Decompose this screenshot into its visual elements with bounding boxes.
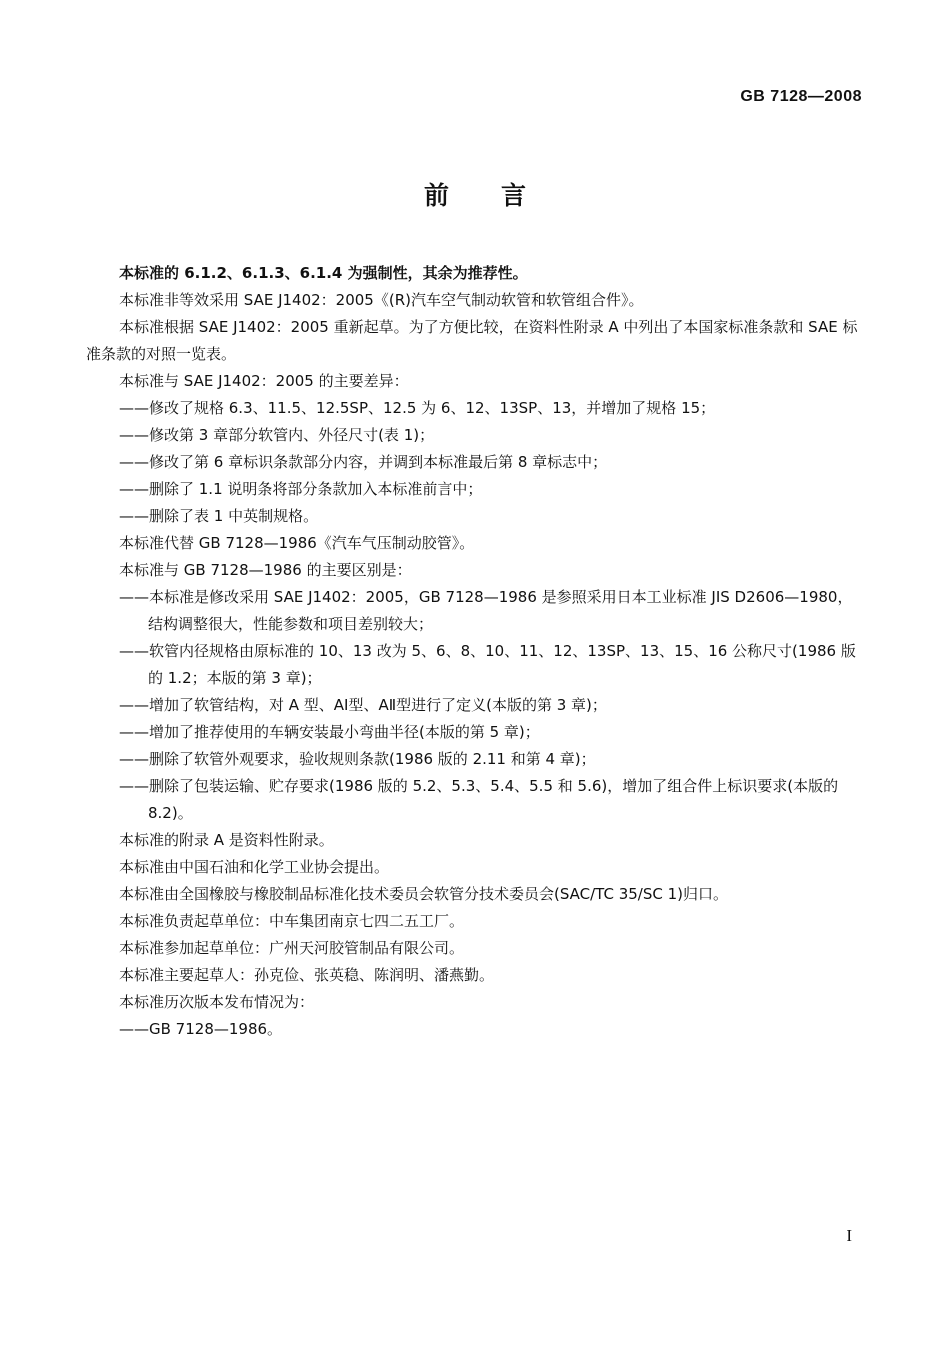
paragraph-mandatory-clauses: 本标准的 6.1.2、6.1.3、6.1.4 为强制性，其余为推荐性。 — [119, 264, 528, 282]
paragraph-adoption: 本标准非等效采用 SAE J1402：2005《(R)汽车空气制动软管和软管组合件》。 — [119, 291, 644, 309]
standard-number: GB 7128—2008 — [740, 88, 862, 105]
list-item: ——本标准是修改采用 SAE J1402：2005，GB 7128—1986 是参照采用日本工业标准 JIS D2606—1980，结构调整很大，性能参数和项目差别较大； — [119, 588, 853, 633]
paragraph-proposed-by: 本标准由中国石油和化学工业协会提出。 — [119, 858, 390, 876]
list-item: ——增加了软管结构，对 A 型、AⅠ型、AⅡ型进行了定义(本版的第 3 章)； — [119, 696, 607, 714]
paragraph-drafting-unit: 本标准负责起草单位：中车集团南京七四二五工厂。 — [119, 912, 465, 930]
list-item: ——删除了软管外观要求，验收规则条款(1986 版的 2.11 和第 4 章)； — [119, 750, 596, 768]
list-item: ——GB 7128—1986。 — [119, 1020, 283, 1038]
paragraph-replaces: 本标准代替 GB 7128—1986《汽车气压制动胶管》。 — [119, 534, 475, 552]
foreword-body — [86, 260, 864, 1043]
paragraph-participating-unit: 本标准参加起草单位：广州天河胶管制品有限公司。 — [119, 939, 465, 957]
list-item: ——删除了表 1 中英制规格。 — [119, 507, 319, 525]
paragraph-history-intro: 本标准历次版本发布情况为： — [119, 993, 315, 1011]
page-title: 前言 — [423, 181, 578, 210]
list-item: ——删除了包装运输、贮存要求(1986 版的 5.2、5.3、5.4、5.5 和 5.6)，增加了组合件上标识要求(本版的 8.2)。 — [119, 777, 839, 822]
paragraph-annex: 本标准的附录 A 是资料性附录。 — [119, 831, 334, 849]
paragraph-drafters: 本标准主要起草人：孙克俭、张英稳、陈润明、潘燕勤。 — [119, 966, 495, 984]
list-item: ——删除了 1.1 说明条将部分条款加入本标准前言中； — [119, 480, 483, 498]
list-item: ——增加了推荐使用的车辆安装最小弯曲半径(本版的第 5 章)； — [119, 723, 540, 741]
paragraph-changes-intro: 本标准与 GB 7128—1986 的主要区别是： — [119, 561, 412, 579]
list-item: ——软管内径规格由原标准的 10、13 改为 5、6、8、10、11、12、13SP、13、15、16 公称尺寸(1986 版的 1.2；本版的第 3 章)； — [119, 642, 856, 687]
list-item: ——修改第 3 章部分软管内、外径尺寸(表 1)； — [119, 426, 435, 444]
page-number: I — [846, 1226, 852, 1245]
paragraph-under-jurisdiction: 本标准由全国橡胶与橡胶制品标准化技术委员会软管分技术委员会(SAC/TC 35/SC 1)归口。 — [119, 885, 729, 903]
list-item: ——修改了规格 6.3、11.5、12.5SP、12.5 为 6、12、13SP、13，并增加了规格 15； — [119, 399, 716, 417]
list-item: ——修改了第 6 章标识条款部分内容，并调到本标准最后第 8 章标志中； — [119, 453, 608, 471]
paragraph-differences-intro: 本标准与 SAE J1402：2005 的主要差异： — [119, 372, 409, 390]
paragraph-redrafting: 本标准根据 SAE J1402：2005 重新起草。为了方便比较，在资料性附录 A 中列出了本国家标准条款和 SAE 标准条款的对照一览表。 — [86, 318, 858, 363]
